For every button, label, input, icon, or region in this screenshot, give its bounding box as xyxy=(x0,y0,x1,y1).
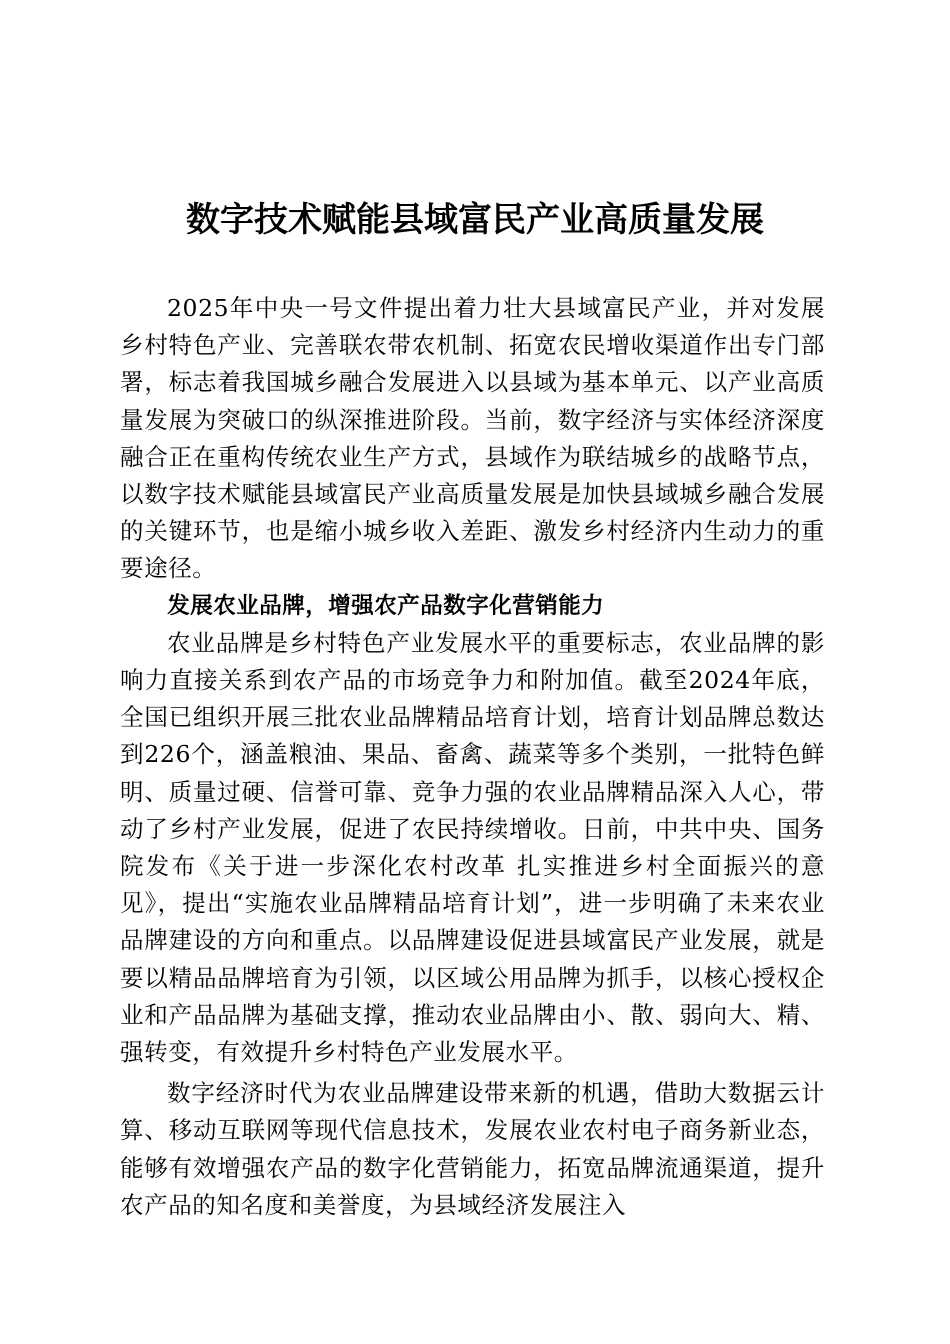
intro-paragraph: 2025年中央一号文件提出着力壮大县域富民产业，并对发展乡村特色产业、完善联农带农机制、拓宽农民增收渠道作出专门部署，标志着我国城乡融合发展进入以县域为基本单元、以产业高质量发展为突破口的纵深推进阶段。当前，数字经济与实体经济深度融合正在重构传统农业生产方式，县域作为联结城乡的战略节点，以数字技术赋能县域富民产业高质量发展是加快县域城乡融合发展的关键环节，也是缩小城乡收入差距、激发乡村经济内生动力的重要途径。 xyxy=(120,294,825,583)
document-body xyxy=(120,290,825,1224)
section-paragraph-1: 农业品牌是乡村特色产业发展水平的重要标志，农业品牌的影响力直接关系到农产品的市场竞争力和附加值。截至2024年底，全国已组织开展三批农业品牌精品培育计划，培育计划品牌总数达到226个，涵盖粮油、果品、畜禽、蔬菜等多个类别，一批特色鲜明、质量过硬、信誉可靠、竞争力强的农业品牌精品深入人心，带动了乡村产业发展，促进了农民持续增收。日前，中共中央、国务院发布《关于进一步深化农村改革 扎实推进乡村全面振兴的意见》，提出“实施农业品牌精品培育计划”，进一步明确了未来农业品牌建设的方向和重点。以品牌建设促进县域富民产业发展，就是要以精品品牌培育为引领，以区域公用品牌为抓手，以核心授权企业和产品品牌为基础支撑，推动农业品牌由小、散、弱向大、精、强转变，有效提升乡村特色产业发展水平。 xyxy=(120,628,825,1067)
section-paragraph-2: 数字经济时代为农业品牌建设带来新的机遇，借助大数据云计算、移动互联网等现代信息技术，发展农业农村电子商务新业态，能够有效增强农产品的数字化营销能力，拓宽品牌流通渠道，提升农产品的知名度和美誉度，为县域经济发展注入 xyxy=(120,1079,825,1219)
document-title: 数字技术赋能县域富民产业高质量发展 xyxy=(186,200,764,240)
section-heading: 发展农业品牌，增强农产品数字化营销能力 xyxy=(167,592,605,619)
